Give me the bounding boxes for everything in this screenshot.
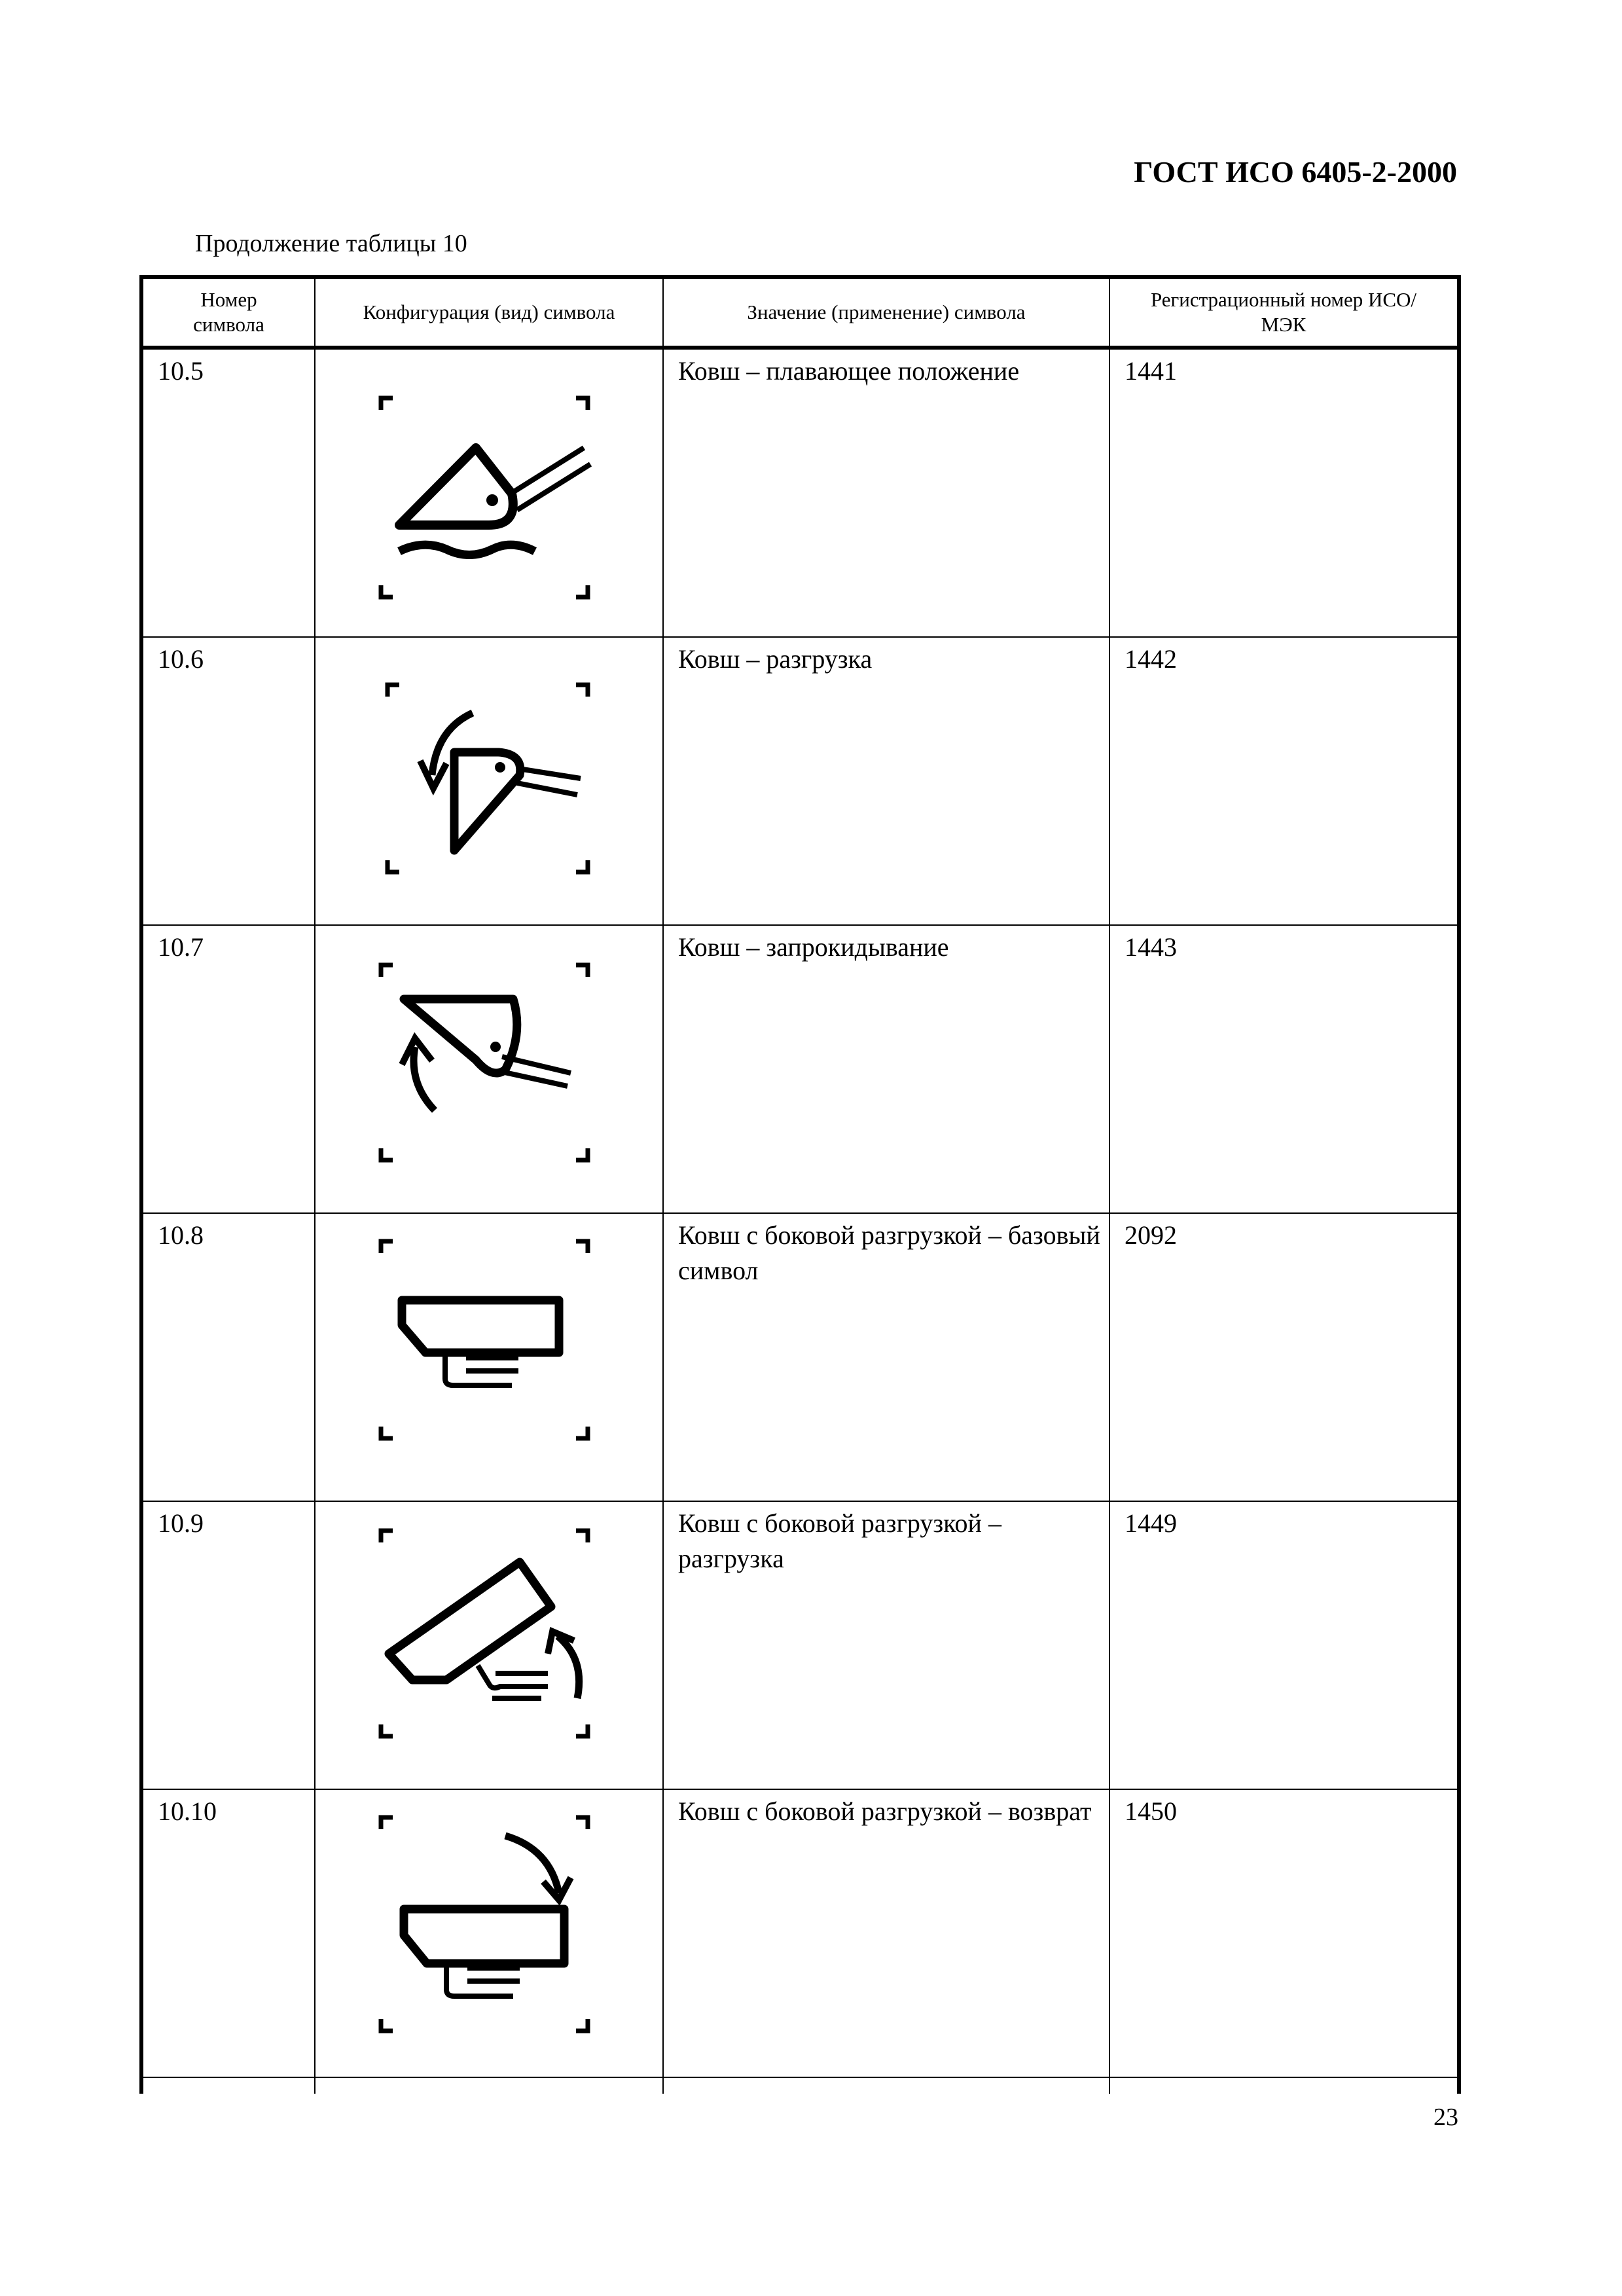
table-caption: Продолжение таблицы 10 xyxy=(195,230,467,257)
column-header-number: Номер символа xyxy=(141,277,315,348)
column-header-symbol: Конфигурация (вид) символа xyxy=(315,277,663,348)
column-header-meaning: Значение (применение) символа xyxy=(663,277,1109,348)
registration-number: 1443 xyxy=(1109,925,1459,1213)
table-row xyxy=(141,1501,1459,1789)
registration-number: 1450 xyxy=(1109,1789,1459,2077)
standard-code: ГОСТ ИСО 6405-2-2000 xyxy=(1134,155,1457,189)
symbol-meaning: Ковш с боковой разгрузкой – разгрузка xyxy=(663,1501,1109,1789)
symbol-cell xyxy=(315,1789,663,2077)
side-dump-bucket-icon xyxy=(315,1214,664,1497)
symbol-number: 10.5 xyxy=(141,348,315,637)
side-dump-bucket-dump-icon xyxy=(315,1502,664,1785)
symbol-meaning: Ковш с боковой разгрузкой – возврат xyxy=(663,1789,1109,2077)
table-header-row xyxy=(141,277,1459,348)
side-dump-bucket-return-icon xyxy=(315,1790,664,2073)
registration-number: 2092 xyxy=(1109,1213,1459,1501)
registration-number: 1449 xyxy=(1109,1501,1459,1789)
continuation-cell xyxy=(663,2077,1109,2094)
symbol-cell xyxy=(315,1213,663,1501)
symbol-number: 10.9 xyxy=(141,1501,315,1789)
bucket-float-icon xyxy=(315,350,664,632)
symbol-meaning: Ковш – разгрузка xyxy=(663,637,1109,925)
symbol-number: 10.10 xyxy=(141,1789,315,2077)
registration-number: 1442 xyxy=(1109,637,1459,925)
symbol-cell xyxy=(315,1501,663,1789)
table-row xyxy=(141,348,1459,637)
symbol-cell xyxy=(315,637,663,925)
symbol-meaning: Ковш – плавающее положение xyxy=(663,348,1109,637)
bucket-dump-icon xyxy=(315,638,664,920)
symbol-meaning: Ковш с боковой разгрузкой – базовый символ xyxy=(663,1213,1109,1501)
bucket-rollback-icon xyxy=(315,926,664,1209)
symbols-table xyxy=(139,275,1461,2094)
table-row xyxy=(141,637,1459,925)
symbol-number: 10.7 xyxy=(141,925,315,1213)
symbol-cell xyxy=(315,348,663,637)
table-continuation-row xyxy=(141,2077,1459,2094)
continuation-cell xyxy=(1109,2077,1459,2094)
table-row xyxy=(141,1789,1459,2077)
symbol-cell xyxy=(315,925,663,1213)
table-row xyxy=(141,925,1459,1213)
registration-number: 1441 xyxy=(1109,348,1459,637)
table-row xyxy=(141,1213,1459,1501)
symbol-meaning: Ковш – запрокидывание xyxy=(663,925,1109,1213)
column-header-reg-number: Регистрационный номер ИСО/МЭК xyxy=(1109,277,1459,348)
continuation-cell xyxy=(315,2077,663,2094)
symbol-number: 10.8 xyxy=(141,1213,315,1501)
symbol-number: 10.6 xyxy=(141,637,315,925)
page-number: 23 xyxy=(1433,2104,1458,2131)
continuation-cell xyxy=(141,2077,315,2094)
